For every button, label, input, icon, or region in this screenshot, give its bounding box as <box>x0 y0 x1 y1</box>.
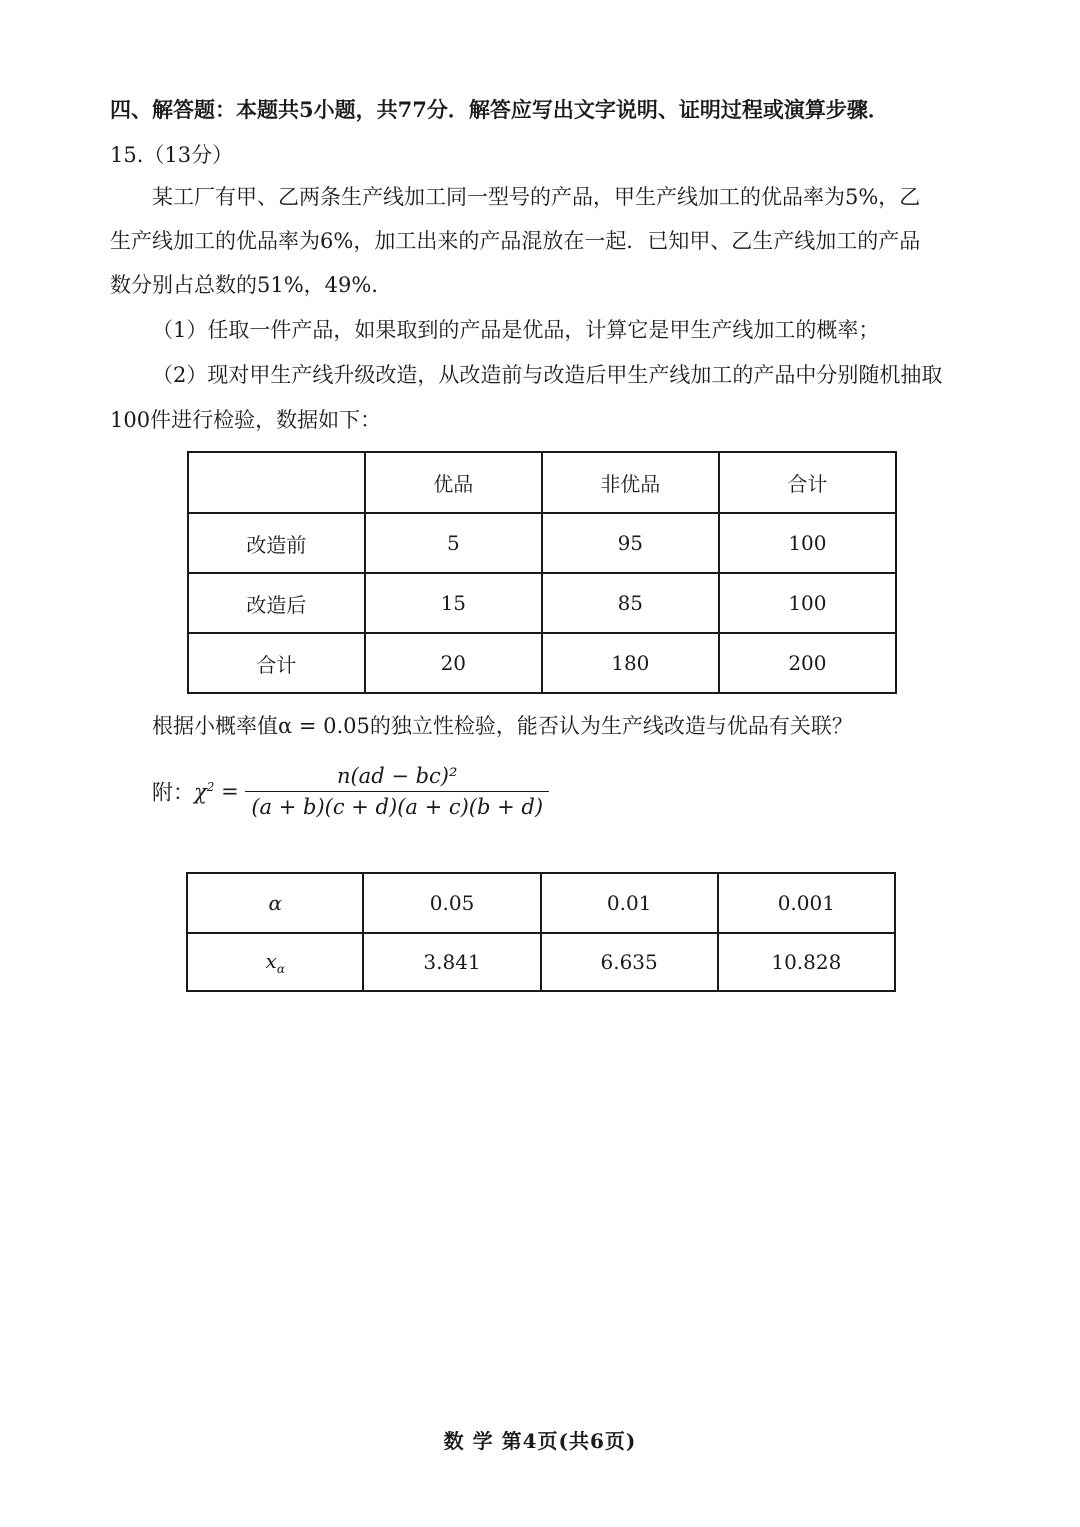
critical-table-x-row <box>187 933 895 991</box>
data-table-header-cell: 合计 <box>719 452 896 513</box>
chi-exponent: 2 <box>206 779 215 794</box>
data-table-cell: 20 <box>365 633 542 693</box>
data-table-cell: 15 <box>365 573 542 633</box>
section-heading: 四、解答题：本题共5小题，共77分．解答应写出文字说明、证明过程或演算步骤． <box>110 97 889 122</box>
data-table-row-label: 合计 <box>188 633 365 693</box>
critical-value-cell: 10.828 <box>718 933 895 991</box>
x-alpha-subscript: α <box>276 961 285 976</box>
problem-question: 根据小概率值α = 0.05的独立性检验，能否认为生产线改造与优品有关联？ <box>152 714 853 738</box>
problem-part-2-line-2: 100件进行检验，数据如下： <box>110 408 382 432</box>
alpha-value-cell: 0.01 <box>541 873 718 933</box>
data-table-cell: 100 <box>719 513 896 573</box>
data-table-cell: 95 <box>542 513 719 573</box>
data-table-row <box>188 573 896 633</box>
data-table-cell: 85 <box>542 573 719 633</box>
data-table <box>187 451 897 694</box>
alpha-value-cell: 0.001 <box>718 873 895 933</box>
problem-number: 15.（13分） <box>110 143 234 167</box>
problem-part-1: （1）任取一件产品，如果取到的产品是优品，计算它是甲生产线加工的概率； <box>152 318 880 342</box>
data-table-cell: 200 <box>719 633 896 693</box>
x-alpha-label-cell <box>187 933 363 991</box>
alpha-value-cell: 0.05 <box>363 873 540 933</box>
formula-denominator: (a + b)(c + d)(a + c)(b + d) <box>245 791 549 819</box>
data-table-cell: 5 <box>365 513 542 573</box>
formula-block <box>152 764 549 819</box>
page-footer: 数 学 第4页(共6页) <box>443 1429 637 1453</box>
problem-part-2-line-1: （2）现对甲生产线升级改造，从改造前与改造后甲生产线加工的产品中分别随机抽取 <box>152 363 943 387</box>
data-table-header-cell: 优品 <box>365 452 542 513</box>
alpha-label-cell: α <box>187 873 363 933</box>
data-table-row-label: 改造前 <box>188 513 365 573</box>
data-table-row <box>188 633 896 693</box>
chi-square-symbol <box>194 780 214 804</box>
formula-equals: = <box>221 779 239 804</box>
problem-stem-line-1: 某工厂有甲、乙两条生产线加工同一型号的产品，甲生产线加工的优品率为5%，乙 <box>152 185 921 209</box>
data-table-row-label: 改造后 <box>188 573 365 633</box>
data-table-corner-cell <box>188 452 365 513</box>
data-table-header-cell: 非优品 <box>542 452 719 513</box>
chi-letter: χ <box>194 779 207 804</box>
formula-numerator: n(ad − bc)² <box>336 764 458 788</box>
formula-prefix: 附： <box>152 780 194 805</box>
formula-fraction <box>245 764 549 819</box>
data-table-cell: 100 <box>719 573 896 633</box>
data-table-header-row <box>188 452 896 513</box>
problem-stem-line-2: 生产线加工的优品率为6%，加工出来的产品混放在一起．已知甲、乙生产线加工的产品 <box>110 229 921 253</box>
data-table-row <box>188 513 896 573</box>
critical-value-cell: 3.841 <box>363 933 540 991</box>
problem-stem-line-3: 数分别占总数的51%，49%． <box>110 273 393 297</box>
critical-value-cell: 6.635 <box>541 933 718 991</box>
critical-value-table <box>186 872 896 992</box>
critical-table-alpha-row <box>187 873 895 933</box>
data-table-cell: 180 <box>542 633 719 693</box>
x-alpha-main: x <box>265 948 277 973</box>
